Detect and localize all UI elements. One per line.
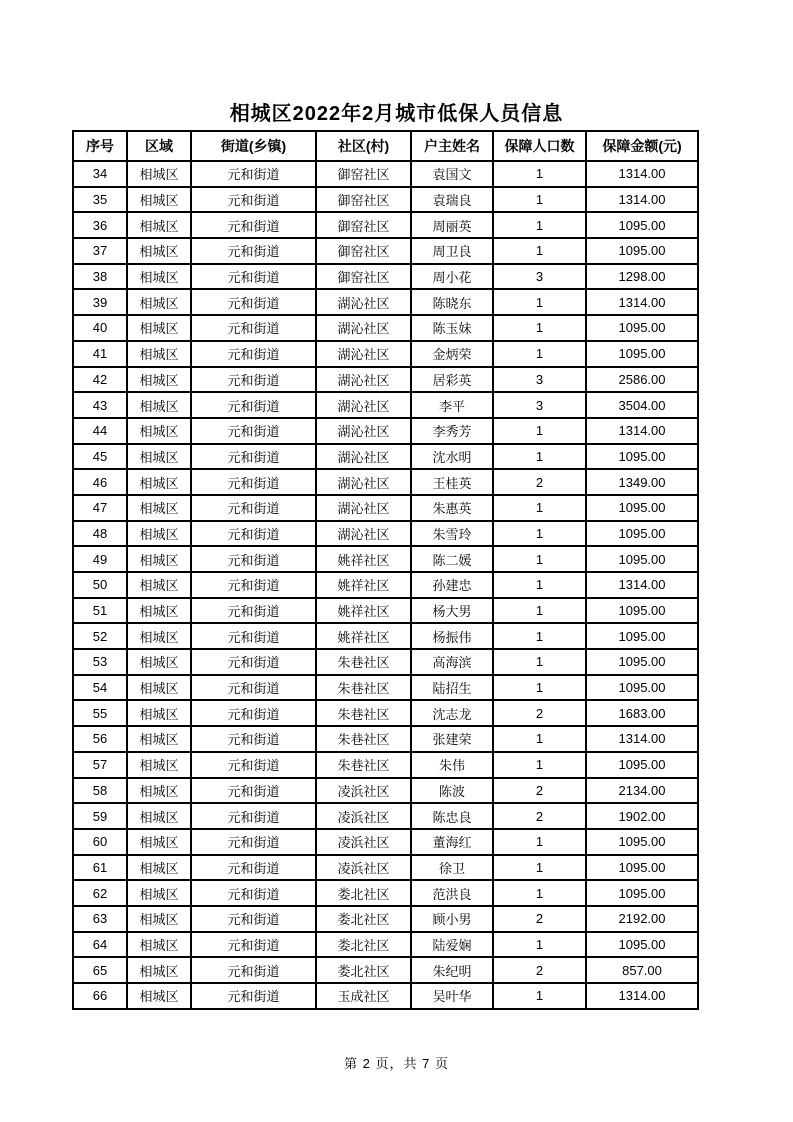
cell-community: 湖沁社区 xyxy=(316,469,411,495)
cell-community: 凌浜社区 xyxy=(316,829,411,855)
cell-community: 湖沁社区 xyxy=(316,444,411,470)
cell-street: 元和街道 xyxy=(191,649,316,675)
cell-community: 朱巷社区 xyxy=(316,700,411,726)
cell-street: 元和街道 xyxy=(191,983,316,1009)
cell-street: 元和街道 xyxy=(191,675,316,701)
cell-seq: 62 xyxy=(73,880,127,906)
cell-population: 2 xyxy=(493,469,586,495)
cell-seq: 59 xyxy=(73,803,127,829)
table-row xyxy=(73,778,698,804)
cell-householder: 周小花 xyxy=(411,264,493,290)
cell-population: 1 xyxy=(493,315,586,341)
cell-community: 朱巷社区 xyxy=(316,649,411,675)
cell-seq: 43 xyxy=(73,392,127,418)
cell-street: 元和街道 xyxy=(191,778,316,804)
column-header-householder: 户主姓名 xyxy=(411,131,493,161)
cell-region: 相城区 xyxy=(127,469,191,495)
cell-street: 元和街道 xyxy=(191,212,316,238)
cell-street: 元和街道 xyxy=(191,392,316,418)
cell-street: 元和街道 xyxy=(191,700,316,726)
cell-seq: 45 xyxy=(73,444,127,470)
cell-community: 姚祥社区 xyxy=(316,546,411,572)
cell-region: 相城区 xyxy=(127,598,191,624)
cell-amount: 1298.00 xyxy=(586,264,698,290)
cell-community: 湖沁社区 xyxy=(316,315,411,341)
cell-householder: 陈二媛 xyxy=(411,546,493,572)
cell-street: 元和街道 xyxy=(191,906,316,932)
cell-street: 元和街道 xyxy=(191,829,316,855)
table-header-row xyxy=(73,131,698,161)
cell-householder: 孙建忠 xyxy=(411,572,493,598)
cell-seq: 49 xyxy=(73,546,127,572)
table-row xyxy=(73,880,698,906)
cell-street: 元和街道 xyxy=(191,187,316,213)
table-row xyxy=(73,752,698,778)
cell-region: 相城区 xyxy=(127,778,191,804)
cell-community: 朱巷社区 xyxy=(316,726,411,752)
cell-amount: 2192.00 xyxy=(586,906,698,932)
cell-population: 1 xyxy=(493,675,586,701)
cell-region: 相城区 xyxy=(127,418,191,444)
table-row xyxy=(73,495,698,521)
cell-street: 元和街道 xyxy=(191,803,316,829)
cell-population: 3 xyxy=(493,264,586,290)
cell-population: 1 xyxy=(493,572,586,598)
cell-community: 姚祥社区 xyxy=(316,623,411,649)
cell-householder: 吴叶华 xyxy=(411,983,493,1009)
table-row xyxy=(73,906,698,932)
column-header-region: 区域 xyxy=(127,131,191,161)
table-row xyxy=(73,803,698,829)
cell-amount: 3504.00 xyxy=(586,392,698,418)
cell-seq: 46 xyxy=(73,469,127,495)
cell-region: 相城区 xyxy=(127,803,191,829)
cell-householder: 居彩英 xyxy=(411,367,493,393)
cell-householder: 董海红 xyxy=(411,829,493,855)
cell-population: 2 xyxy=(493,778,586,804)
cell-community: 朱巷社区 xyxy=(316,675,411,701)
table-row xyxy=(73,598,698,624)
cell-population: 1 xyxy=(493,598,586,624)
cell-householder: 周卫良 xyxy=(411,238,493,264)
table-row xyxy=(73,341,698,367)
cell-population: 1 xyxy=(493,341,586,367)
cell-community: 御窑社区 xyxy=(316,264,411,290)
cell-region: 相城区 xyxy=(127,700,191,726)
cell-amount: 1095.00 xyxy=(586,444,698,470)
cell-amount: 1095.00 xyxy=(586,495,698,521)
cell-region: 相城区 xyxy=(127,726,191,752)
cell-street: 元和街道 xyxy=(191,880,316,906)
cell-community: 御窑社区 xyxy=(316,238,411,264)
cell-population: 1 xyxy=(493,212,586,238)
cell-region: 相城区 xyxy=(127,315,191,341)
cell-amount: 1314.00 xyxy=(586,187,698,213)
cell-region: 相城区 xyxy=(127,880,191,906)
cell-street: 元和街道 xyxy=(191,264,316,290)
table-row xyxy=(73,289,698,315)
cell-population: 1 xyxy=(493,418,586,444)
cell-householder: 徐卫 xyxy=(411,855,493,881)
cell-region: 相城区 xyxy=(127,367,191,393)
cell-householder: 朱纪明 xyxy=(411,957,493,983)
cell-region: 相城区 xyxy=(127,495,191,521)
cell-region: 相城区 xyxy=(127,187,191,213)
cell-street: 元和街道 xyxy=(191,238,316,264)
cell-amount: 1095.00 xyxy=(586,829,698,855)
cell-population: 1 xyxy=(493,855,586,881)
cell-community: 娄北社区 xyxy=(316,880,411,906)
cell-community: 凌浜社区 xyxy=(316,803,411,829)
cell-seq: 37 xyxy=(73,238,127,264)
cell-amount: 1095.00 xyxy=(586,546,698,572)
cell-street: 元和街道 xyxy=(191,726,316,752)
cell-householder: 朱伟 xyxy=(411,752,493,778)
cell-street: 元和街道 xyxy=(191,444,316,470)
cell-seq: 34 xyxy=(73,161,127,187)
cell-seq: 38 xyxy=(73,264,127,290)
table-row xyxy=(73,212,698,238)
cell-region: 相城区 xyxy=(127,392,191,418)
table-row xyxy=(73,469,698,495)
cell-amount: 1314.00 xyxy=(586,289,698,315)
cell-street: 元和街道 xyxy=(191,546,316,572)
cell-population: 2 xyxy=(493,957,586,983)
table-row xyxy=(73,238,698,264)
cell-householder: 陈忠良 xyxy=(411,803,493,829)
cell-amount: 1314.00 xyxy=(586,726,698,752)
cell-region: 相城区 xyxy=(127,264,191,290)
cell-amount: 1314.00 xyxy=(586,161,698,187)
cell-region: 相城区 xyxy=(127,572,191,598)
cell-householder: 陆爱娴 xyxy=(411,932,493,958)
table-row xyxy=(73,187,698,213)
cell-community: 御窑社区 xyxy=(316,161,411,187)
cell-householder: 朱雪玲 xyxy=(411,521,493,547)
cell-community: 凌浜社区 xyxy=(316,778,411,804)
cell-seq: 42 xyxy=(73,367,127,393)
cell-region: 相城区 xyxy=(127,546,191,572)
cell-community: 玉成社区 xyxy=(316,983,411,1009)
column-header-population: 保障人口数 xyxy=(493,131,586,161)
table-row xyxy=(73,264,698,290)
cell-population: 3 xyxy=(493,367,586,393)
cell-population: 1 xyxy=(493,546,586,572)
cell-seq: 51 xyxy=(73,598,127,624)
cell-street: 元和街道 xyxy=(191,315,316,341)
cell-householder: 金炳荣 xyxy=(411,341,493,367)
cell-seq: 52 xyxy=(73,623,127,649)
cell-householder: 沈志龙 xyxy=(411,700,493,726)
page-number-footer: 第 2 页，共 7 页 xyxy=(344,1056,449,1071)
cell-community: 娄北社区 xyxy=(316,932,411,958)
document-title: 相城区2022年2月城市低保人员信息 xyxy=(229,103,564,125)
cell-population: 1 xyxy=(493,752,586,778)
cell-street: 元和街道 xyxy=(191,161,316,187)
cell-amount: 1095.00 xyxy=(586,855,698,881)
table-row xyxy=(73,392,698,418)
cell-amount: 1095.00 xyxy=(586,598,698,624)
cell-householder: 袁瑞良 xyxy=(411,187,493,213)
cell-seq: 40 xyxy=(73,315,127,341)
table-row xyxy=(73,546,698,572)
cell-region: 相城区 xyxy=(127,212,191,238)
cell-community: 娄北社区 xyxy=(316,906,411,932)
cell-seq: 39 xyxy=(73,289,127,315)
cell-region: 相城区 xyxy=(127,957,191,983)
table-row xyxy=(73,444,698,470)
cell-householder: 顾小男 xyxy=(411,906,493,932)
table-row xyxy=(73,983,698,1009)
cell-population: 1 xyxy=(493,289,586,315)
cell-householder: 陈晓东 xyxy=(411,289,493,315)
cell-seq: 50 xyxy=(73,572,127,598)
cell-amount: 1095.00 xyxy=(586,675,698,701)
cell-street: 元和街道 xyxy=(191,572,316,598)
cell-amount: 857.00 xyxy=(586,957,698,983)
cell-street: 元和街道 xyxy=(191,957,316,983)
cell-seq: 60 xyxy=(73,829,127,855)
cell-population: 1 xyxy=(493,880,586,906)
cell-population: 1 xyxy=(493,623,586,649)
table-row xyxy=(73,161,698,187)
cell-seq: 55 xyxy=(73,700,127,726)
cell-amount: 1314.00 xyxy=(586,572,698,598)
cell-region: 相城区 xyxy=(127,855,191,881)
cell-community: 湖沁社区 xyxy=(316,418,411,444)
table-row xyxy=(73,675,698,701)
cell-population: 1 xyxy=(493,238,586,264)
cell-seq: 64 xyxy=(73,932,127,958)
cell-seq: 44 xyxy=(73,418,127,444)
cell-region: 相城区 xyxy=(127,444,191,470)
cell-seq: 53 xyxy=(73,649,127,675)
cell-street: 元和街道 xyxy=(191,495,316,521)
cell-householder: 高海滨 xyxy=(411,649,493,675)
cell-community: 湖沁社区 xyxy=(316,367,411,393)
column-header-community: 社区(村) xyxy=(316,131,411,161)
cell-population: 1 xyxy=(493,829,586,855)
cell-community: 御窑社区 xyxy=(316,187,411,213)
cell-amount: 1095.00 xyxy=(586,880,698,906)
cell-amount: 1095.00 xyxy=(586,623,698,649)
cell-amount: 1095.00 xyxy=(586,238,698,264)
cell-community: 朱巷社区 xyxy=(316,752,411,778)
cell-seq: 56 xyxy=(73,726,127,752)
cell-population: 3 xyxy=(493,392,586,418)
cell-population: 1 xyxy=(493,932,586,958)
column-header-amount: 保障金额(元) xyxy=(586,131,698,161)
cell-region: 相城区 xyxy=(127,238,191,264)
cell-community: 御窑社区 xyxy=(316,212,411,238)
cell-street: 元和街道 xyxy=(191,752,316,778)
cell-community: 湖沁社区 xyxy=(316,521,411,547)
cell-amount: 1095.00 xyxy=(586,212,698,238)
table-row xyxy=(73,855,698,881)
cell-region: 相城区 xyxy=(127,649,191,675)
cell-amount: 1095.00 xyxy=(586,521,698,547)
cell-population: 1 xyxy=(493,495,586,521)
table-row xyxy=(73,367,698,393)
column-header-street: 街道(乡镇) xyxy=(191,131,316,161)
cell-seq: 35 xyxy=(73,187,127,213)
cell-householder: 范洪良 xyxy=(411,880,493,906)
cell-householder: 张建荣 xyxy=(411,726,493,752)
cell-seq: 61 xyxy=(73,855,127,881)
cell-region: 相城区 xyxy=(127,161,191,187)
cell-householder: 李平 xyxy=(411,392,493,418)
cell-householder: 周丽英 xyxy=(411,212,493,238)
cell-householder: 杨大男 xyxy=(411,598,493,624)
cell-amount: 1683.00 xyxy=(586,700,698,726)
cell-population: 1 xyxy=(493,187,586,213)
cell-population: 2 xyxy=(493,700,586,726)
table-row xyxy=(73,649,698,675)
cell-householder: 陆招生 xyxy=(411,675,493,701)
cell-region: 相城区 xyxy=(127,341,191,367)
cell-amount: 2134.00 xyxy=(586,778,698,804)
cell-seq: 41 xyxy=(73,341,127,367)
cell-community: 姚祥社区 xyxy=(316,598,411,624)
table-row xyxy=(73,932,698,958)
cell-householder: 王桂英 xyxy=(411,469,493,495)
cell-seq: 58 xyxy=(73,778,127,804)
table-row xyxy=(73,829,698,855)
cell-community: 湖沁社区 xyxy=(316,495,411,521)
cell-street: 元和街道 xyxy=(191,932,316,958)
column-header-seq: 序号 xyxy=(73,131,127,161)
cell-community: 娄北社区 xyxy=(316,957,411,983)
table-row xyxy=(73,418,698,444)
table-row xyxy=(73,521,698,547)
cell-region: 相城区 xyxy=(127,932,191,958)
cell-street: 元和街道 xyxy=(191,469,316,495)
table-row xyxy=(73,623,698,649)
cell-seq: 36 xyxy=(73,212,127,238)
cell-householder: 李秀芳 xyxy=(411,418,493,444)
cell-population: 2 xyxy=(493,803,586,829)
cell-amount: 1314.00 xyxy=(586,983,698,1009)
cell-region: 相城区 xyxy=(127,521,191,547)
table-row xyxy=(73,957,698,983)
cell-community: 湖沁社区 xyxy=(316,289,411,315)
cell-street: 元和街道 xyxy=(191,855,316,881)
cell-amount: 1314.00 xyxy=(586,418,698,444)
cell-seq: 47 xyxy=(73,495,127,521)
cell-householder: 陈玉妹 xyxy=(411,315,493,341)
cell-amount: 1095.00 xyxy=(586,649,698,675)
table-row xyxy=(73,700,698,726)
cell-street: 元和街道 xyxy=(191,623,316,649)
cell-householder: 沈水明 xyxy=(411,444,493,470)
cell-region: 相城区 xyxy=(127,906,191,932)
cell-population: 1 xyxy=(493,521,586,547)
cell-population: 1 xyxy=(493,161,586,187)
cell-seq: 63 xyxy=(73,906,127,932)
cell-householder: 朱惠英 xyxy=(411,495,493,521)
cell-region: 相城区 xyxy=(127,289,191,315)
cell-population: 1 xyxy=(493,649,586,675)
benefits-table xyxy=(72,130,699,1010)
cell-amount: 1902.00 xyxy=(586,803,698,829)
cell-street: 元和街道 xyxy=(191,598,316,624)
cell-region: 相城区 xyxy=(127,623,191,649)
cell-seq: 57 xyxy=(73,752,127,778)
cell-seq: 54 xyxy=(73,675,127,701)
cell-community: 湖沁社区 xyxy=(316,392,411,418)
table-body xyxy=(73,161,698,1009)
cell-region: 相城区 xyxy=(127,752,191,778)
cell-population: 1 xyxy=(493,983,586,1009)
cell-region: 相城区 xyxy=(127,829,191,855)
cell-region: 相城区 xyxy=(127,675,191,701)
cell-community: 姚祥社区 xyxy=(316,572,411,598)
table-row xyxy=(73,572,698,598)
cell-street: 元和街道 xyxy=(191,289,316,315)
cell-community: 湖沁社区 xyxy=(316,341,411,367)
cell-amount: 1095.00 xyxy=(586,932,698,958)
cell-region: 相城区 xyxy=(127,983,191,1009)
cell-amount: 2586.00 xyxy=(586,367,698,393)
cell-community: 凌浜社区 xyxy=(316,855,411,881)
cell-street: 元和街道 xyxy=(191,367,316,393)
cell-street: 元和街道 xyxy=(191,341,316,367)
cell-seq: 66 xyxy=(73,983,127,1009)
cell-population: 2 xyxy=(493,906,586,932)
cell-street: 元和街道 xyxy=(191,418,316,444)
cell-seq: 48 xyxy=(73,521,127,547)
cell-householder: 杨振伟 xyxy=(411,623,493,649)
cell-amount: 1349.00 xyxy=(586,469,698,495)
cell-amount: 1095.00 xyxy=(586,315,698,341)
cell-street: 元和街道 xyxy=(191,521,316,547)
cell-amount: 1095.00 xyxy=(586,341,698,367)
table-row xyxy=(73,315,698,341)
cell-householder: 陈波 xyxy=(411,778,493,804)
table-row xyxy=(73,726,698,752)
cell-seq: 65 xyxy=(73,957,127,983)
cell-amount: 1095.00 xyxy=(586,752,698,778)
cell-householder: 袁国文 xyxy=(411,161,493,187)
cell-population: 1 xyxy=(493,726,586,752)
cell-population: 1 xyxy=(493,444,586,470)
